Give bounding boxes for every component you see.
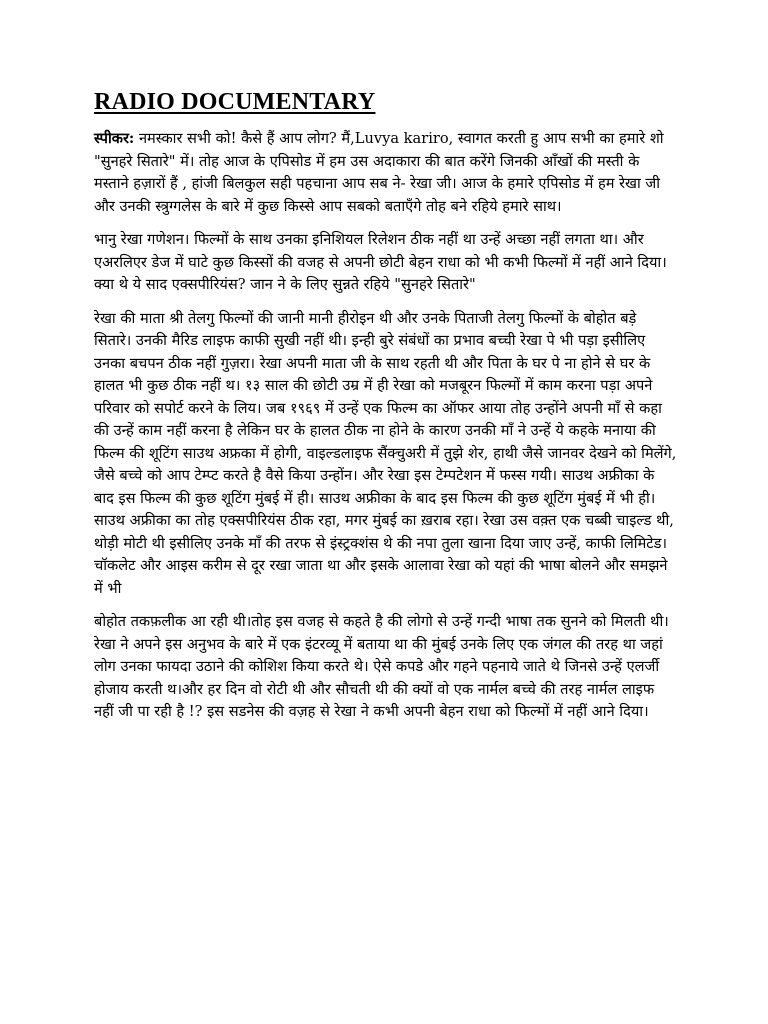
- paragraph-1: भानु रेखा गणेशन। फिल्मों के साथ उनका इनिशियल रिलेशन ठीक नहीं था उन्हें अच्छा नहीं लगता था। और एअरलिएर डेज में घाटे कुछ किस्सों की वजह से अपनी छोटी बेहन राधा को भी कभी फिल्मों में नहीं आने दिया। क्या थे ये साद एक्सपीरियंस? जान ने के लिए सुन्नते रहिये "सुनहरे सितारे": [94, 231, 667, 293]
- document-title: RADIO DOCUMENTARY: [94, 89, 376, 115]
- speaker-label: स्पीकर:: [94, 130, 135, 147]
- document-body: [94, 128, 678, 735]
- paragraph-3: बोहोत तकफ़लीक आ रही थी।तोह इस वजह से कहते है की लोगो से उन्हें गन्दी भाषा तक सुनने को मिलती थी। रेखा ने अपने इस अनुभव के बारे में एक इंटरव्यू में बताया था की मुंबई उनके लिए एक जंगल की तरह था जहां लोग उनका फायदा उठाने की कोशिश किया करते थे। ऐसे कपडे और गहने पहनाये जाते थे जिनसे उन्हें एलर्जी होजाय करती थ।और हर दिन वो रोटी थी और सौचती थी की क्यों वो एक नार्मल बच्चे की तरह नार्मल लाइफ नहीं जी पा रही है !? इस सडनेस की वज़ह से रेखा ने कभी अपनी बेहन राधा को फिल्मों में नहीं आने दिया।: [94, 613, 669, 720]
- intro-text: नमस्कार सभी को! कैसे हैं आप लोग? मैं,Luvya kariro, स्वागत करती हु आप सभी का हमारे शो "सुनहरे सितारे" में। तोह आज के एपिसोड में हम उस अदाकारा की बात करेंगे जिनकी आँखों की मस्ती के मस्ताने हज़ारों हैं , हांजी बिलकुल सही पहचाना आप सब ने- रेखा जी। आज के हमारे एपिसोड में हम रेखा जी और उनकी स्त्रुग्गलेस के बारे में कुछ किस्से आप सबको बताएँगे तोह बने रहिये हमारे साथ।: [94, 130, 664, 215]
- paragraph-2: रेखा की माता श्री तेलगु फिल्मों की जानी मानी हीरोइन थी और उनके पिताजी तेलगु फिल्मों के बोहोत बड़े सितारे। उनकी मैरिड लाइफ काफी सुखी नहीं थी। इन्ही बुरे संबंधों का प्रभाव बच्ची रेखा पे भी पड़ा इसीलिए उनका बचपन ठीक नहीं गुज़रा। रेखा अपनी माता जी के साथ रहती थी और पिता के घर पे ना होने से घर के हालत भी कुछ ठीक नहीं थ। १३ साल की छोटी उम्र में ही रेखा को मजबूरन फिल्मों में काम करना पड़ा अपने परिवार को सपोर्ट करने के लिय। जब १९६९ में उन्हें एक फिल्म का ऑफर आया तोह उन्होंने अपनी माँ से कहा की उन्हें काम नहीं करना है लेकिन घर के हालत ठीक ना होने के कारण उनकी माँ ने उन्हें ये कहके मनाया की फिल्म की शूटिंग साउथ अफ्रका में होगी, वाइल्डलाइफ सैंक्चुअरी में तुझे शेर, हाथी जैसे जानवर देखने को मिलेंगे, जैसे बच्चे को आप टेम्प्ट करते है वैसे किया उन्होंन। और रेखा इस टेम्पटेशन में फस्स गयी। साउथ अफ्रीका के बाद इस फिल्म की कुछ शूटिंग मुंबई में ही। साउथ अफ्रीका के बाद इस फिल्म की कुछ शूटिंग मुंबई में भी ही। साउथ अफ्रीका का तोह एक्सपीरियंस ठीक रहा, मगर मुंबई का ख़राब रहा। रेखा उस वक़्त एक चब्बी चाइल्ड थी, थोड़ी मोटी थी इसीलिए उनके माँ की तरफ से इंस्ट्रक्शंस थे की नपा तुला खाना दिया जाए उन्हें, काफी लिमिटेड। चॉकलेट और आइस करीम से दूर रखा जाता था और इसके आलावा रेखा को यहां की भाषा बोलने और समझने में भी: [94, 309, 677, 597]
- intro-paragraph: [94, 128, 678, 218]
